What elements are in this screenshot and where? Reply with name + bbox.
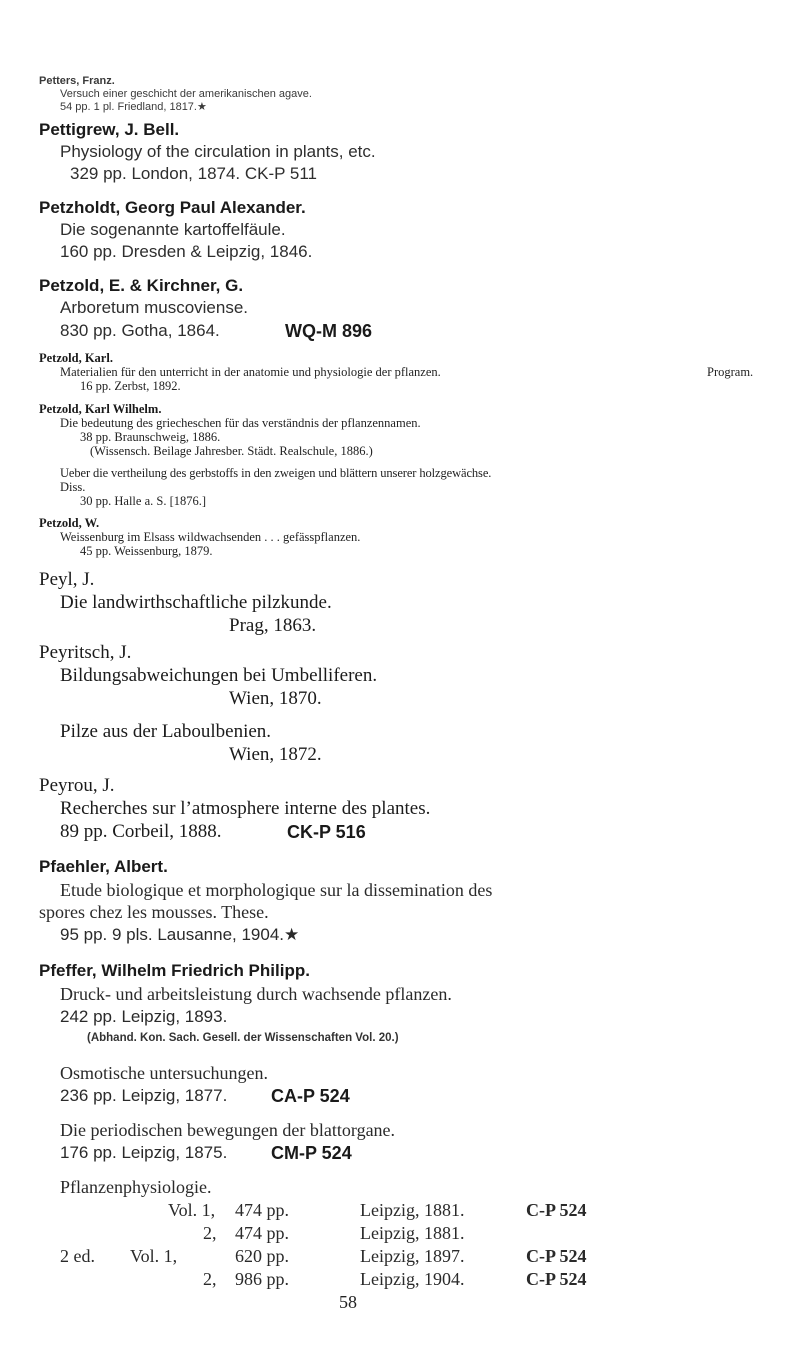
page-number: 58 — [339, 1292, 357, 1312]
entry-imprint: 95 pp. 9 pls. Lausanne, 1904.★ — [60, 925, 300, 944]
entry-title: Etude biologique et morphologique sur la dissemination des — [60, 880, 493, 900]
entry-imprint: 54 pp. 1 pl. Friedland, 1817.★ — [60, 101, 207, 113]
entry-imprint: 160 pp. Dresden & Leipzig, 1846. — [60, 242, 313, 261]
volume: Vol. 1, — [168, 1200, 216, 1220]
entry-author: Pettigrew, J. Bell. — [39, 120, 180, 139]
entry-series: (Wissensch. Beilage Jahresber. Städt. Realschule, 1886.) — [90, 444, 373, 458]
volume: 2, — [203, 1269, 217, 1289]
entry-title: Die landwirthschaftliche pilzkunde. — [60, 592, 332, 613]
entry-imprint: Wien, 1872. — [229, 744, 322, 765]
entry-imprint: Wien, 1870. — [229, 688, 322, 709]
place-year: Leipzig, 1904. — [360, 1269, 465, 1289]
volume: 2, — [203, 1223, 217, 1243]
entry-author: Petters, Franz. — [39, 75, 115, 87]
entry-title: Pflanzenphysiologie. — [60, 1177, 212, 1197]
place-year: Leipzig, 1881. — [360, 1200, 465, 1220]
entry-title: Ueber die vertheilung des gerbstoffs in den zweigen und blättern unserer holzgewächse. — [60, 466, 492, 480]
call-number: C-P 524 — [526, 1269, 587, 1289]
entry-author: Petzold, Karl. — [39, 351, 113, 365]
entry-imprint: 38 pp. Braunschweig, 1886. — [80, 430, 221, 444]
pages: 474 pp. — [235, 1200, 289, 1220]
entry-title: Weissenburg im Elsass wildwachsenden . . . gefässpflanzen. — [60, 530, 361, 544]
entry-title: Druck- und arbeitsleistung durch wachsende pflanzen. — [60, 984, 452, 1004]
entry-author: Petzold, W. — [39, 516, 100, 530]
entry-imprint: 45 pp. Weissenburg, 1879. — [80, 544, 213, 558]
entry-author: Peyritsch, J. — [39, 642, 132, 663]
entry-author: Peyl, J. — [39, 569, 95, 590]
entry-title: Die periodischen bewegungen der blattorgane. — [60, 1120, 396, 1140]
entry-series: (Abhand. Kon. Sach. Gesell. der Wissenschaften Vol. 20.) — [87, 1032, 399, 1044]
entry-imprint: 176 pp. Leipzig, 1875. — [60, 1143, 228, 1162]
call-number: CM-P 524 — [271, 1143, 352, 1163]
call-number: C-P 524 — [526, 1246, 587, 1266]
call-number: C-P 524 — [526, 1200, 587, 1220]
place-year: Leipzig, 1881. — [360, 1223, 465, 1243]
entry-title: Physiology of the circulation in plants, etc. — [60, 142, 376, 161]
entry-title: Die bedeutung des griecheschen für das verständnis der pflanzennamen. — [60, 416, 421, 430]
edition: 2 ed. — [60, 1246, 95, 1266]
entry-title: Die sogenannte kartoffelfäule. — [60, 220, 286, 239]
call-number: CA-P 524 — [271, 1086, 350, 1106]
entry-title: Materialien für den unterricht in der anatomie und physiologie der pflanzen. — [60, 365, 441, 379]
entry-imprint: 236 pp. Leipzig, 1877. — [60, 1086, 228, 1105]
entry-imprint: 30 pp. Halle a. S. [1876.] — [80, 494, 207, 508]
pages: 474 pp. — [235, 1223, 289, 1243]
entry-title: Osmotische untersuchungen. — [60, 1063, 268, 1083]
entry-title: Versuch einer geschicht der amerikanischen agave. — [60, 88, 312, 100]
entry-imprint: 329 pp. London, 1874. CK-P 511 — [70, 164, 318, 183]
entry-title: Bildungsabweichungen bei Umbelliferen. — [60, 665, 378, 686]
entry-author: Pfeffer, Wilhelm Friedrich Philipp. — [39, 961, 310, 980]
call-number: WQ-M 896 — [285, 321, 373, 341]
entry-title: Arboretum muscoviense. — [60, 298, 249, 317]
pages: 620 pp. — [235, 1246, 289, 1266]
entry-title: Pilze aus der Laboulbenien. — [60, 721, 272, 742]
entry-imprint: 830 pp. Gotha, 1864. — [60, 321, 220, 340]
volume: Vol. 1, — [130, 1246, 178, 1266]
pages: 986 pp. — [235, 1269, 289, 1289]
entry-author: Pfaehler, Albert. — [39, 857, 168, 876]
entry-imprint: 16 pp. Zerbst, 1892. — [80, 379, 181, 393]
entry-note: Program. — [707, 365, 754, 379]
entry-imprint: 89 pp. Corbeil, 1888. — [60, 821, 222, 842]
entry-author: Petzold, E. & Kirchner, G. — [39, 276, 244, 295]
call-number: CK-P 516 — [287, 822, 366, 842]
entry-author: Petzholdt, Georg Paul Alexander. — [39, 198, 306, 217]
entry-diss: Diss. — [60, 480, 86, 494]
entry-imprint: 242 pp. Leipzig, 1893. — [60, 1007, 228, 1026]
entry-imprint: Prag, 1863. — [229, 615, 317, 636]
entry-author: Peyrou, J. — [39, 775, 115, 796]
place-year: Leipzig, 1897. — [360, 1246, 465, 1266]
entry-title-continued: spores chez les mousses. These. — [39, 902, 269, 922]
entry-title: Recherches sur l’atmosphere interne des plantes. — [60, 798, 431, 819]
entry-author: Petzold, Karl Wilhelm. — [39, 402, 162, 416]
